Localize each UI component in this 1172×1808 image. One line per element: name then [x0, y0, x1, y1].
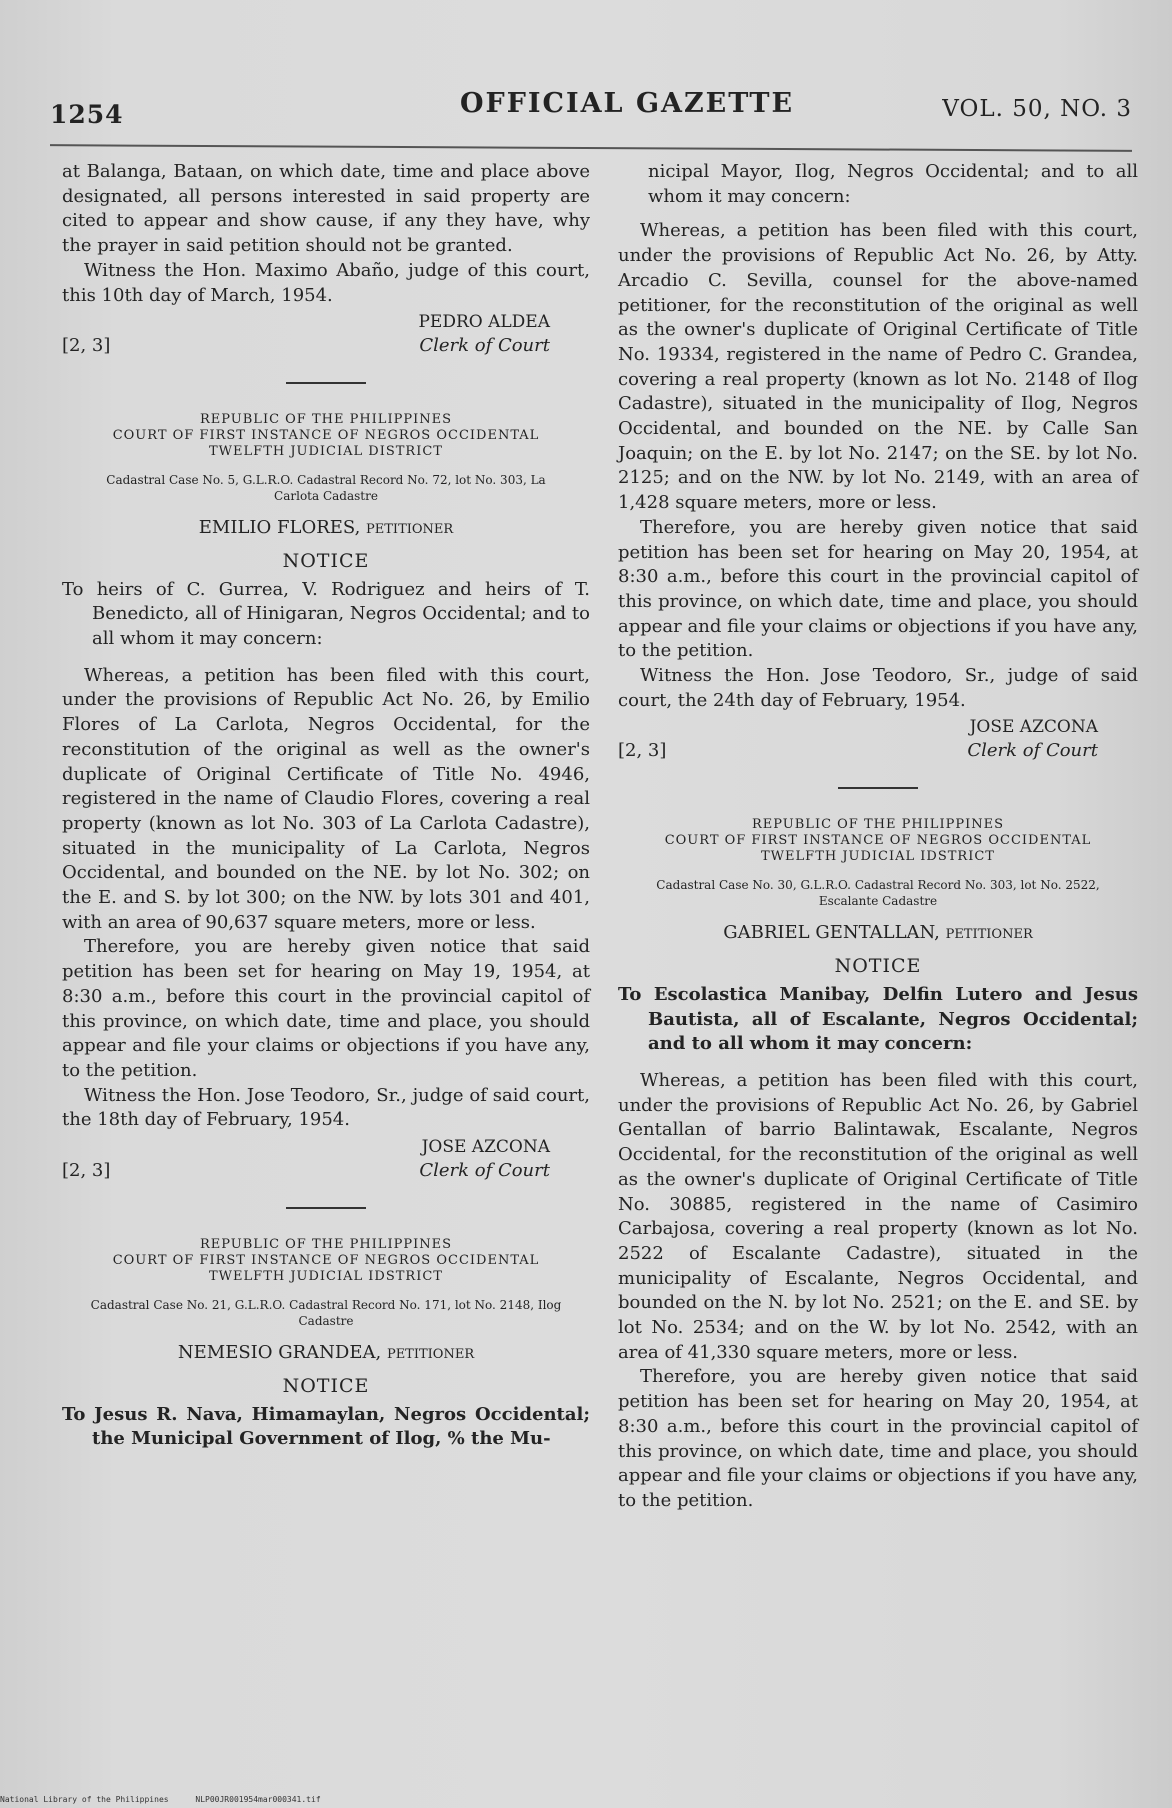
page-header [50, 88, 1132, 138]
addressees-continued: nicipal Mayor, Ilog, Negros Occidental; and to all whom it may concern: [648, 161, 1138, 207]
case-reference: Cadastral Case No. 30, G.L.R.O. Cadastral Record No. 303, lot No. 2522, Escalante Cadastre [656, 878, 1100, 909]
case-reference: Cadastral Case No. 5, G.L.R.O. Cadastral Record No. 72, lot No. 303, La Carlota Cadastre [106, 473, 546, 504]
notice-republic: REPUBLIC OF THE PHILIPPINES [200, 412, 452, 428]
case-reference: Cadastral Case No. 21, G.L.R.O. Cadastral Record No. 171, lot No. 2148, Ilog Cadastre [90, 1298, 562, 1329]
notice-district: TWELFTH JUDICIAL DISTRICT [209, 444, 443, 460]
scan-filename: NLP00JR001954mar000341.tif [195, 1795, 321, 1804]
witness-paragraph: Witness the Hon. Jose Teodoro, Sr., judge of said court, the 24th day of February, 1954. [618, 665, 1138, 711]
volume-number: VOL. 50, NO. 3 [942, 96, 1132, 122]
notice-court: COURT OF FIRST INSTANCE OF NEGROS OCCIDENTAL [112, 428, 540, 444]
whereas-paragraph: Whereas, a petition has been filed with this court, under the provisions of Republic Act No. 26, by Gabriel Gentallan of barrio Balintawak, Escalante, Negros Occidental, for the reconstitution of the original as well as the owner's duplicate of Original Certificate of Title No. 30885, registered in the name of Casimiro Carbajosa, covering a real property (known as lot No. 2522 of Escalante Cadastre), situated in the municipality of Escalante, Negros Occidental, and bounded on the N. by lot No. 2521; on the E. and SE. by lot No. 2534; and on the W. by lot No. 2542, with an area of 41,330 square meters, more or less. [618, 1069, 1138, 1363]
petitioner-line: GABRIEL GENTALLAN, petitioner [723, 922, 1033, 944]
issue-code: [2, 3] [62, 1160, 111, 1182]
section-divider [838, 787, 918, 789]
whereas-paragraph: Whereas, a petition has been filed with this court, under the provisions of Republic Act No. 26, by Emilio Flores of La Carlota, Negros Occidental, for the reconstitution of the original as well as the owner's duplicate of Original Certificate of Title No. 4946, registered in the name of Claudio Flores, covering a real property (known as lot No. 303 of La Carlota Cadastre), situated in the municipality of La Carlota, Negros Occidental, and bounded on the NE. by lot No. 302; on the E. and S. by lot 300; on the NW. by lots 301 and 401, with an area of 90,637 square meters, more or less. [62, 664, 590, 933]
notice-republic: REPUBLIC OF THE PHILIPPINES [752, 817, 1004, 833]
scan-footer [0, 1795, 343, 1804]
notice-heading: NOTICE [282, 549, 370, 572]
section-divider [286, 382, 366, 384]
therefore-paragraph: Therefore, you are hereby given notice that said petition has been set for hearing on May 19, 1954, at 8:30 a.m., before this court in the provincial capitol of this province, on which date, time and place, you should appear and file your claims or objections if you have any, to the petition. [62, 936, 590, 1081]
library-credit: National Library of the Philippines [0, 1795, 169, 1804]
signature-block [618, 715, 1138, 765]
notice-court: COURT OF FIRST INSTANCE OF NEGROS OCCIDENTAL [664, 833, 1092, 849]
notice-republic: REPUBLIC OF THE PHILIPPINES [200, 1237, 452, 1253]
section-divider [286, 1207, 366, 1209]
petitioner-line: EMILIO FLORES, petitioner [198, 517, 454, 539]
clerk-title: Clerk of Court [419, 335, 550, 357]
clerk-name: PEDRO ALDEA [418, 312, 550, 333]
notice-court: COURT OF FIRST INSTANCE OF NEGROS OCCIDENTAL [112, 1253, 540, 1269]
addressees: To Escolastica Manibay, Delfin Lutero and Jesus Bautista, all of Escalante, Negros Occidental; and to all whom it may concern: [618, 983, 1138, 1055]
paragraph: at Balanga, Bataan, on which date, time and place above designated, all persons interested in said property are cited to appear and show cause, if any they have, why the prayer in said petition should not be granted. [62, 161, 590, 257]
therefore-paragraph: Therefore, you are hereby given notice that said petition has been set for hearing on May 20, 1954, at 8:30 a.m., before this court in the provincial capitol of this province, on which date, time and place, you should appear and file your claims or objections if you have any, to the petition. [618, 516, 1138, 662]
clerk-name: JOSE AZCONA [421, 1137, 550, 1158]
left-column [62, 160, 590, 1452]
issue-code: [2, 3] [62, 335, 111, 357]
notice-district: TWELFTH JUDICIAL IDSTRICT [209, 1269, 443, 1285]
signature-block [62, 310, 590, 360]
witness-paragraph: Witness the Hon. Maximo Abaño, judge of this court, this 10th day of March, 1954. [62, 259, 590, 306]
signature-block [62, 1135, 590, 1185]
page-number: 1254 [50, 100, 124, 129]
addressees: To Jesus R. Nava, Himamaylan, Negros Occidental; the Municipal Government of Ilog, % the Mu- [62, 1403, 590, 1450]
notice-heading: NOTICE [834, 955, 922, 978]
witness-paragraph: Witness the Hon. Jose Teodoro, Sr., judge of said court, the 18th day of February, 1954. [62, 1084, 590, 1131]
addressees: To heirs of C. Gurrea, V. Rodriguez and heirs of T. Benedicto, all of Hinigaran, Negros Occidental; and to all whom it may concern: [62, 578, 590, 650]
clerk-name: JOSE AZCONA [969, 717, 1098, 738]
right-column [618, 160, 1138, 1514]
notice-heading: NOTICE [282, 1374, 370, 1397]
whereas-paragraph: Whereas, a petition has been filed with this court, under the provisions of Republic Act No. 26, by Atty. Arcadio C. Sevilla, counsel for the above-named petitioner, for the reconstitution of the original as well as the owner's duplicate of Original Certificate of Title No. 19334, registered in the name of Pedro C. Grandea, covering a real property (known as lot No. 2148 of Ilog Cadastre), situated in the municipality of Ilog, Negros Occidental, and bounded on the NE. by Calle San Joaquin; on the E. by lot No. 2147; on the SE. by lot No. 2125; and on the NW. by lot No. 2149, with an area of 1,428 square meters, more or less. [618, 220, 1138, 514]
petitioner-line: NEMESIO GRANDEA, petitioner [177, 1342, 475, 1364]
header-rule [50, 144, 1132, 152]
therefore-paragraph: Therefore, you are hereby given notice that said petition has been set for hearing on May 20, 1954, at 8:30 a.m., before this court in the provincial capitol of this province, on which date, time and place, you should appear and file your claims or objections if you have any, to the petition. [618, 1366, 1138, 1511]
clerk-title: Clerk of Court [419, 1160, 550, 1182]
issue-code: [2, 3] [618, 740, 667, 762]
gazette-title: OFFICIAL GAZETTE [460, 88, 795, 119]
clerk-title: Clerk of Court [967, 740, 1098, 762]
notice-district: TWELFTH JUDICIAL IDSTRICT [761, 849, 995, 865]
